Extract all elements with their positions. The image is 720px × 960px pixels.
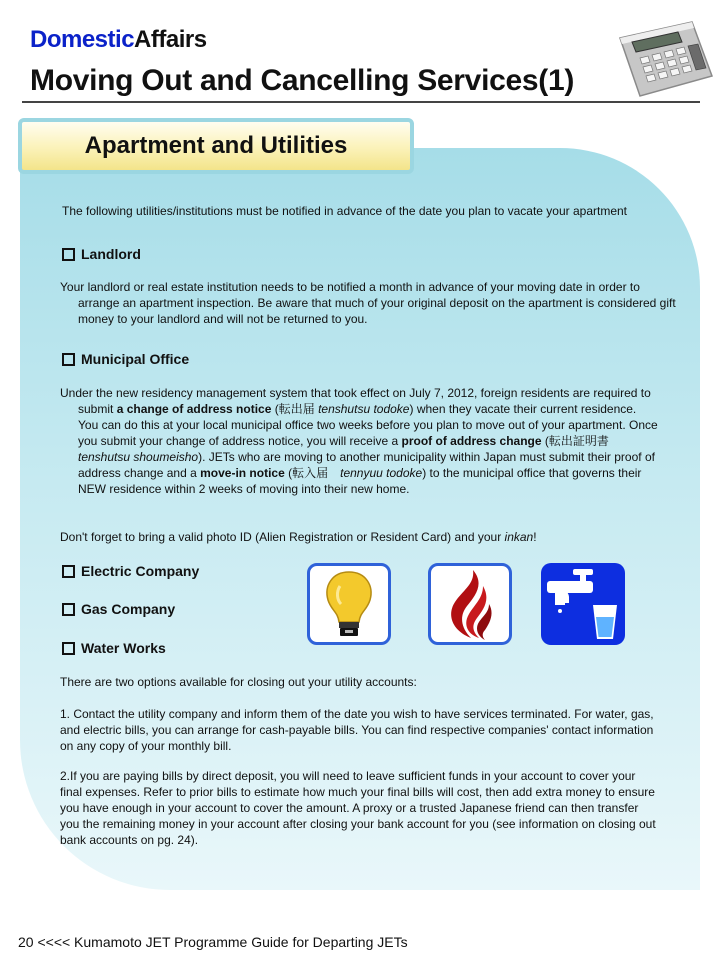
title-divider — [22, 101, 700, 103]
landlord-text: Your landlord or real estate institution needs to be notified a month in advance of your moving date in order to arrange an apartment inspection. Be aware that much of your original deposit on the apartment is considered gift money to your landlord and will not be returned to you. — [60, 280, 676, 326]
landlord-heading — [62, 246, 141, 262]
reminder-part: ! — [533, 530, 537, 544]
municipal-heading — [62, 351, 189, 367]
options-intro: There are two options available for closing out your utility accounts: — [60, 675, 417, 689]
change-of-address-term: a change of address notice — [116, 402, 272, 416]
footer — [18, 934, 408, 950]
section-title: Apartment and Utilities — [18, 118, 414, 174]
reminder-part: Don't forget to bring a valid photo ID (Alien Registration or Resident Card) and your — [60, 530, 505, 544]
intro-text: The following utilities/institutions must be notified in advance of the date you plan to vacate your apartment — [62, 204, 627, 218]
flame-icon — [428, 563, 512, 645]
brand-part2: Affairs — [134, 26, 207, 53]
brand-logo — [30, 26, 207, 54]
municipal-text-part: ). JETs who are moving to another municipality within Japan must submit their proof of address change and a — [78, 450, 655, 480]
lightbulb-icon — [307, 563, 391, 645]
checkbox-icon — [62, 565, 75, 578]
gas-heading — [62, 601, 175, 617]
option-1-text: 1. Contact the utility company and inform them of the date you wish to have services terminated. For water, gas, and electric bills, you can arrange for cash-payable bills. You can find respective companies' contact information on any copy of your monthly bill. — [60, 707, 654, 753]
proof-of-address-term: proof of address change — [401, 434, 542, 448]
municipal-text-part: Under the new residency management system that took effect on July 7, 2012, foreign residents are required to submit — [60, 386, 651, 416]
japanese-term: tennyuu todoke — [340, 466, 423, 480]
municipal-text-part: (転出証明書 — [541, 434, 609, 448]
municipal-text-part: ) when they vacate their current residence. You can do this at your local municipal office two weeks before you plan to move out of your apartment. Once you submit your change of address notice, you will receive a — [78, 402, 658, 448]
municipal-text-part: (転出届 — [271, 402, 319, 416]
landlord-heading-label: Landlord — [81, 246, 141, 262]
move-in-notice-term: move-in notice — [200, 466, 285, 480]
municipal-text-part: ) to the municipal office that governs their NEW residence within 2 weeks of moving into their new home. — [78, 466, 642, 496]
checkbox-icon — [62, 353, 75, 366]
checkbox-icon — [62, 248, 75, 261]
reminder-text — [60, 529, 680, 545]
brand-part1: Domestic — [30, 26, 135, 53]
municipal-text — [60, 385, 658, 497]
option-2-text: 2.If you are paying bills by direct deposit, you will need to leave sufficient funds in your account to cover your final expenses. Refer to prior bills to estimate how much your final bills will cost, then add extra money to ensure you have enough in your account to cover the amount. A proxy or a trusted Japanese friend can then transfer you the remaining money in your account after closing your bank account for you (see information on closing out bank accounts on pg. 24). — [60, 769, 656, 847]
gas-heading-label: Gas Company — [81, 601, 176, 617]
japanese-term: tenshutsu todoke — [318, 402, 410, 416]
municipal-heading-label: Municipal Office — [81, 351, 190, 367]
japanese-term: tenshutsu shoumeisho — [78, 450, 199, 464]
municipal-text-part: (転入届 — [284, 466, 341, 480]
water-heading-label: Water Works — [81, 640, 166, 656]
page-title: Moving Out and Cancelling Services(1) — [30, 64, 575, 97]
checkbox-icon — [62, 642, 75, 655]
inkan-term: inkan — [504, 530, 534, 544]
water-heading — [62, 640, 166, 656]
electric-heading-label: Electric Company — [81, 563, 200, 579]
calculator-icon — [612, 18, 716, 100]
page-number: 20 — [18, 934, 34, 950]
checkbox-icon — [62, 603, 75, 616]
footer-text: <<<< Kumamoto JET Programme Guide for Departing JETs — [37, 934, 408, 950]
electric-heading — [62, 563, 199, 579]
water-tap-icon — [541, 563, 625, 645]
